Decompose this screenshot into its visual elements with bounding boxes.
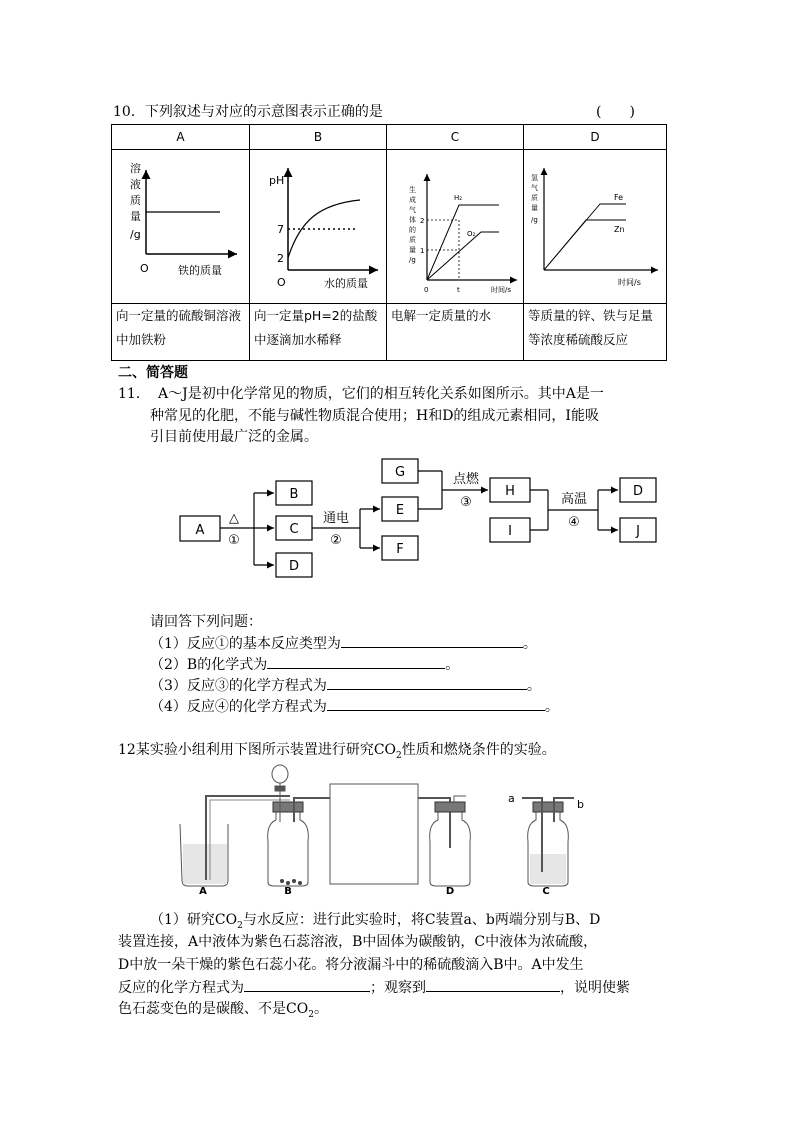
graph-b-xlabel: 水的质量 <box>324 277 368 290</box>
graph-a-ylabel-4: /g <box>130 228 141 241</box>
graph-c-ylabel-3: 体 <box>409 216 416 224</box>
graph-c-origin: 0 <box>424 286 429 294</box>
graph-a-ylabel-0: 溶 <box>130 162 141 175</box>
q11-sub-4: （4）反应④的化学方程式为 。 <box>150 696 559 717</box>
bottle-b <box>268 812 309 886</box>
cond-r3: ③ <box>460 495 472 510</box>
label-a: A <box>199 886 207 896</box>
graph-d-ylabel-2: 质 <box>531 194 538 202</box>
q12-para-line-2: 装置连接，A中液体为紫色石蕊溶液，B中固体为碳酸钠，C中液体为浓硫酸， <box>118 934 598 950</box>
graph-d <box>524 150 666 300</box>
graph-a-ylabel-3: 量 <box>130 210 141 223</box>
q12-para-line-3: D中放一朵干燥的紫色石蕊小花。将分液漏斗中的稀硫酸滴入B中。A中发生 <box>118 957 584 973</box>
node-e: E <box>395 503 405 518</box>
q11-sub-1: （1）反应①的基本反应类型为 。 <box>150 633 537 654</box>
option-a-figure <box>112 150 250 304</box>
answer-blank-5[interactable] <box>244 977 370 992</box>
answer-blank-2[interactable] <box>267 654 445 669</box>
graph-c-tick-2: 2 <box>420 217 425 225</box>
cond-r1: ① <box>228 533 240 548</box>
node-d2: D <box>632 484 644 499</box>
option-a-desc: 向一定量的硫酸铜溶液中加铁粉 <box>112 304 250 361</box>
q10-options-table <box>111 124 667 361</box>
graph-d-fe-line <box>544 204 626 270</box>
graph-c-ylabel-6: 量 <box>409 246 416 254</box>
q12-apparatus <box>170 762 600 896</box>
cond-heat: △ <box>229 511 239 526</box>
option-a-header: A <box>112 125 250 150</box>
node-c: C <box>289 522 299 537</box>
q10-stem: 10．下列叙述与对应的示意图表示正确的是 <box>113 104 383 120</box>
section-title: 二、简答题 <box>118 365 188 381</box>
q12-para-line-1: （1）研究$CO_2$与水反应：进行此实验时，将C装置a、b两端分别与B、D <box>150 912 601 931</box>
option-c-desc: 电解一定质量的水 <box>387 304 524 361</box>
graph-a <box>112 150 249 300</box>
graph-d-ylabel-4: /g <box>531 216 538 224</box>
q11-sub-3: （3）反应③的化学方程式为 。 <box>150 675 541 696</box>
answer-blank-6[interactable] <box>426 977 560 992</box>
cond-r4: ④ <box>568 515 580 530</box>
q11-line-2: 种常见的化肥，不能与碱性物质混合使用；H和D的组成元素相同，I能吸 <box>150 408 599 424</box>
option-d-desc: 等质量的锌、铁与足量等浓度稀硫酸反应 <box>524 304 667 361</box>
graph-d-ylabel-3: 量 <box>531 204 538 212</box>
answer-blank-4[interactable] <box>327 696 545 711</box>
option-b-desc: 向一定量pH=2的盐酸中逐滴加水稀释 <box>250 304 387 361</box>
node-i: I <box>508 524 512 539</box>
label-d: D <box>445 886 455 896</box>
node-h: H <box>505 484 515 499</box>
option-c-figure <box>387 150 524 304</box>
label-port-b: b <box>577 798 584 811</box>
q12-stem: 12某实验小组利用下图所示装置进行研究$CO_2$性质和燃烧条件的实验。 <box>118 742 556 761</box>
node-j: J <box>636 524 640 539</box>
node-d1: D <box>288 559 300 574</box>
cond-high-temp: 高温 <box>560 492 588 507</box>
label-c: C <box>542 886 550 896</box>
graph-c-ylabel-4: 的 <box>409 226 416 234</box>
cond-r2: ② <box>330 533 342 548</box>
graph-a-ylabel-1: 液 <box>130 178 141 191</box>
option-d-figure <box>524 150 667 304</box>
graph-c-ylabel-5: 质 <box>409 236 416 244</box>
graph-c-ylabel-0: 生 <box>409 186 416 194</box>
graph-b <box>250 150 386 300</box>
cond-electrolysis: 通电 <box>322 511 350 526</box>
graph-c-h2-label: H₂ <box>454 194 463 202</box>
q11-prompt: 请回答下列问题： <box>150 614 262 630</box>
label-port-a: a <box>508 792 515 805</box>
option-c-header: C <box>387 125 524 150</box>
graph-b-ylabel: pH <box>269 174 285 187</box>
graph-b-tick-2: 2 <box>277 252 284 265</box>
graph-d-fe-label: Fe <box>614 193 624 202</box>
answer-blank-1[interactable] <box>341 633 523 648</box>
graph-c <box>387 150 523 300</box>
graph-c-ylabel-7: /g <box>409 256 416 264</box>
q11-line-3: 引目前使用最广泛的金属。 <box>150 429 318 445</box>
graph-d-xlabel: 时间/s <box>618 278 641 287</box>
graph-c-o2-label: O₂ <box>467 230 476 238</box>
graph-b-tick-7: 7 <box>277 223 284 236</box>
option-b-figure <box>250 150 387 304</box>
graph-c-tick-1: 1 <box>420 247 425 255</box>
graph-d-ylabel-0: 氢 <box>531 174 538 182</box>
graph-a-xlabel: 铁的质量 <box>178 264 222 277</box>
graph-d-ylabel-1: 气 <box>531 184 538 192</box>
graph-a-origin: O <box>140 262 149 275</box>
q12-para-line-5: 色石蕊变色的是碳酸、不是$CO_2$。 <box>118 1001 328 1020</box>
graph-c-tick-t: t <box>457 286 460 294</box>
graph-b-origin: O <box>277 276 286 289</box>
cond-ignite: 点燃 <box>452 472 480 487</box>
graph-c-xlabel: 时间/s <box>491 286 512 294</box>
option-b-header: B <box>250 125 387 150</box>
graph-c-ylabel-2: 气 <box>409 206 416 214</box>
graph-a-ylabel-2: 质 <box>130 194 141 207</box>
graph-c-h2-line <box>427 205 499 280</box>
q11-sub-2: （2）B的化学式为 。 <box>150 654 459 675</box>
label-b: B <box>284 886 292 896</box>
node-g: G <box>394 465 406 480</box>
node-f: F <box>396 542 404 557</box>
option-d-header: D <box>524 125 667 150</box>
node-a: A <box>195 523 205 538</box>
q11-line-1: A～J是初中化学常见的物质，它们的相互转化关系如图所示。其中A是一 <box>158 386 604 402</box>
covered-box <box>330 784 418 884</box>
graph-c-ylabel-1: 成 <box>409 196 416 204</box>
graph-c-o2-line <box>427 232 499 280</box>
node-b: B <box>289 487 299 502</box>
q12-para-line-4: 反应的化学方程式为 ；观察到 ，说明使紫 <box>118 977 630 998</box>
graph-d-zn-label: Zn <box>614 225 625 234</box>
answer-blank-3[interactable] <box>327 675 527 690</box>
q10-answer-paren: ( ) <box>596 104 635 120</box>
q11-number: 11． <box>118 386 150 402</box>
q11-flowchart <box>170 450 690 585</box>
